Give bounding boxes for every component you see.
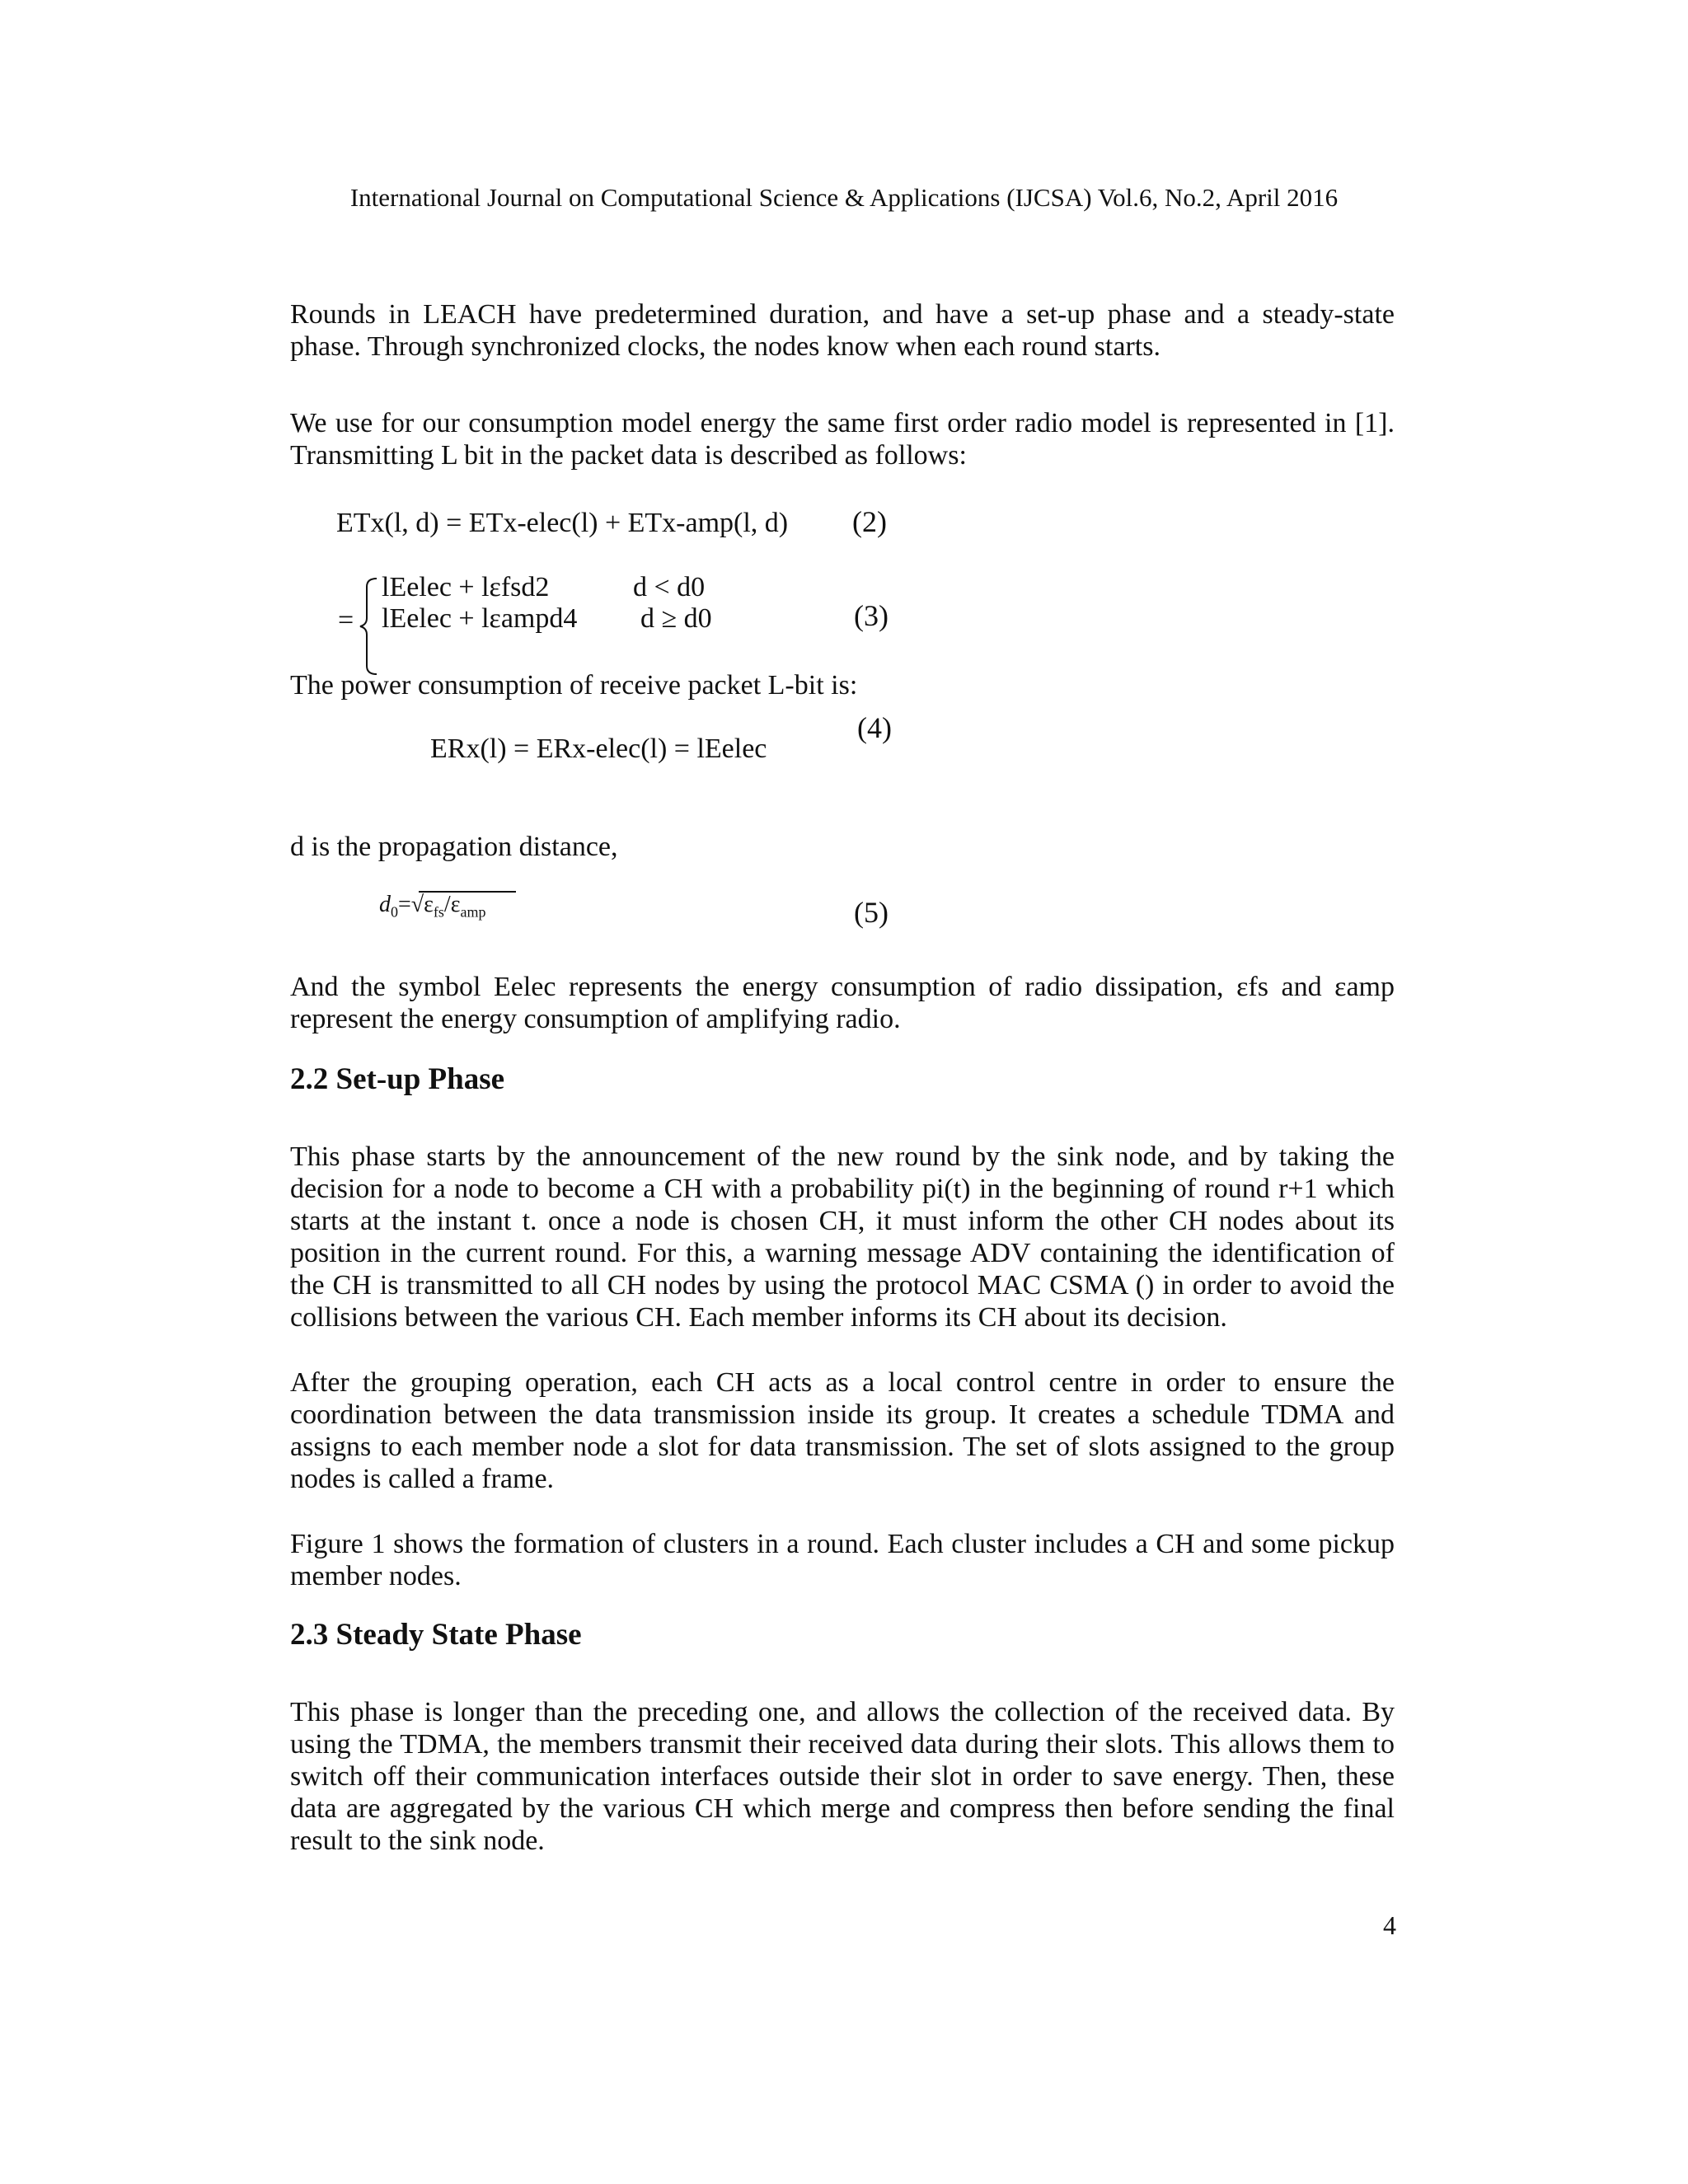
equation-4-number: (4) (857, 711, 892, 744)
paragraph-propagation-distance: d is the propagation distance, (290, 832, 618, 862)
equation-4: ERx(l) = ERx-elec(l) = lEelec (430, 733, 767, 764)
equation-5-fs-subscript: fs (433, 903, 444, 921)
section-heading-setup-phase: 2.2 Set-up Phase (290, 1062, 505, 1096)
paragraph-grouping: After the grouping operation, each CH acts as a local control centre in order to ensure the coordination between the data transmission inside its group. It creates a schedule TDMA and assigns to each member node a slot for data transmission. The set of slots assigned to the group nodes is called a frame. (290, 1367, 1395, 1494)
equation-3-condition-1: d < d0 (633, 572, 706, 602)
equation-5-number: (5) (854, 896, 889, 929)
sqrt-overbar (419, 891, 516, 893)
equation-3-condition-2: d ≥ d0 (640, 603, 712, 634)
equation-5 (379, 892, 485, 921)
paragraph-steady-state: This phase is longer than the preceding one, and allows the collection of the received data. By using the TDMA, the members transmit their received data during their slots. This allows them to switch off their communication interfaces outside their slot in order to save energy. Then, these data are aggregated by the various CH which merge and compress then before sending the final result to the sink node. (290, 1697, 1395, 1856)
paragraph-setup-phase: This phase starts by the announcement of the new round by the sink node, and by taking the decision for a node to become a CH with a probability pi(t) in the beginning of round r+1 which starts at the instant t. once a node is chosen CH, it must inform the other CH nodes about its position in the current round. For this, a warning message ADV containing the identification of the CH is transmitted to all CH nodes by using the protocol MAC CSMA () in order to avoid the collisions between the various CH. Each member informs its CH about its decision. (290, 1141, 1395, 1333)
paragraph-receive-power: The power consumption of receive packet L-bit is: (290, 670, 858, 701)
journal-header: International Journal on Computational Science & Applications (IJCSA) Vol.6, No.2, April 2016 (349, 183, 1339, 212)
paragraph-energy-model: We use for our consumption model energy the same first order radio model is represented in [1]. Transmitting L bit in the packet data is described as follows: (290, 408, 1395, 471)
equation-5-sqrt: =√ε (398, 892, 434, 917)
equation-5-d-subscript: 0 (391, 903, 398, 921)
equation-3-case-2: lEelec + lεampd4 (382, 603, 578, 634)
equation-3-equals: = (338, 605, 354, 635)
equation-5-d: d (379, 892, 391, 917)
equation-2-number: (2) (852, 505, 887, 538)
equation-5-slash: /ε (443, 892, 461, 917)
paragraph-figure-1: Figure 1 shows the formation of clusters in a round. Each cluster includes a CH and some pickup member nodes. (290, 1529, 1395, 1591)
curly-brace (359, 577, 378, 676)
equation-2: ETx(l, d) = ETx-elec(l) + ETx-amp(l, d) (336, 508, 789, 538)
page-number: 4 (1383, 1910, 1396, 1940)
paragraph-eelec-symbol: And the symbol Eelec represents the energy consumption of radio dissipation, εfs and εamp represent the energy consumption of amplifying radio. (290, 972, 1395, 1034)
equation-3-case-1: lEelec + lεfsd2 (382, 572, 550, 602)
equation-3-number: (3) (854, 599, 889, 632)
section-heading-steady-state: 2.3 Steady State Phase (290, 1618, 582, 1652)
paragraph-rounds: Rounds in LEACH have predetermined duration, and have a set-up phase and a steady-state phase. Through synchronized clocks, the nodes know when each round starts. (290, 299, 1395, 362)
equation-5-amp-subscript: amp (460, 903, 486, 921)
